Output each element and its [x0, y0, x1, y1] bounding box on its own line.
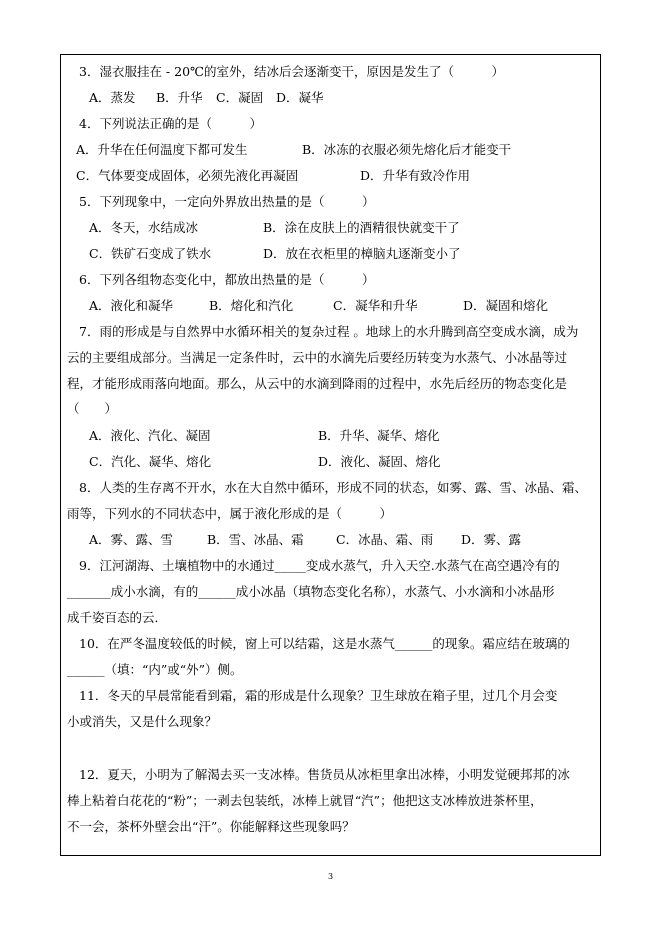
- question-3-option-c: C．凝固: [216, 90, 264, 105]
- question-6-option-b: B．熔化和汽化: [209, 298, 294, 313]
- question-4-option-a: A．升华在任何温度下都可发生: [76, 142, 248, 157]
- question-5-option-d: D．放在衣柜里的樟脑丸逐渐变小了: [263, 246, 461, 261]
- question-8-option-b: B．雪、冰晶、霜: [207, 532, 304, 547]
- question-5-option-b: B．涂在皮肤上的酒精很快就变干了: [263, 220, 460, 235]
- question-7-line-4: （ ）: [67, 401, 118, 416]
- question-6-option-d: D．凝固和熔化: [463, 298, 549, 313]
- question-5-option-c: C．铁矿石变成了铁水: [89, 246, 212, 261]
- question-5-stem: 5．下列现象中，一定向外界放出热量的是（ ）: [79, 194, 375, 209]
- question-7-option-b: B．升华、凝华、熔化: [318, 428, 440, 443]
- question-9-line-3: 成千姿百态的云．: [67, 610, 168, 625]
- question-7-line-2: 云的主要组成部分。当满足一定条件时，云中的水滴先后要经历转变为水蒸气、小冰晶等过: [67, 350, 568, 365]
- question-4-stem: 4．下列说法正确的是（ ）: [79, 116, 262, 131]
- question-5-option-a: A．冬天，水结成冰: [89, 220, 199, 235]
- question-9-line-2: _______成小水滴，有的______成小冰晶（填物态变化名称），水蒸气、小水滴和小冰晶形: [67, 584, 555, 599]
- question-12-line-2: 棒上粘着白花花的“粉”；一剥去包装纸，冰棒上就冒“汽”；他把这支冰棒放进茶杯里，: [67, 793, 543, 808]
- question-8-line-1: 8．人类的生存离不开水，水在大自然中循环，形成不同的状态，如雾、露、雪、冰晶、霜、: [79, 480, 587, 495]
- question-4-option-d: D．升华有致冷作用: [360, 168, 471, 183]
- question-7-line-3: 程，才能形成雨落向地面。那么，从云中的水滴到降雨的过程中，水先后经历的物态变化是: [67, 376, 568, 391]
- question-3-stem: 3．湿衣服挂在 - 20℃的室外，结冰后会逐渐变干，原因是发生了（ ）: [79, 64, 505, 79]
- question-11-line-2: 小或消失，又是什么现象？: [67, 714, 218, 729]
- question-8-option-d: D．雾、露: [461, 532, 522, 547]
- question-7-option-d: D．液化、凝固、熔化: [318, 454, 441, 469]
- question-4-option-c: C．气体要变成固体，必须先液化再凝固: [76, 168, 299, 183]
- question-10-line-1: 10．在严冬温度较低的时候，窗上可以结霜，这是水蒸气______的现象。霜应结在玻璃的: [79, 636, 570, 651]
- question-3-option-b: B．升华: [156, 90, 203, 105]
- question-3-option-d: D．凝华: [276, 90, 324, 105]
- question-6-option-a: A．液化和凝华: [89, 298, 174, 313]
- question-7-option-c: C．汽化、凝华、熔化: [89, 454, 212, 469]
- question-10-line-2: ______（填：“内”或“外”）侧。: [67, 662, 243, 677]
- question-12-line-3: 不一会，茶杯外壁会出“汗”。你能解释这些现象吗？: [67, 819, 355, 834]
- question-8-option-a: A．雾、露、雪: [89, 532, 174, 547]
- question-9-line-1: 9．江河湖海、土壤植物中的水通过_____变成水蒸气，升入天空.水蒸气在高空遇冷有的: [79, 558, 560, 573]
- question-3-option-a: A．蒸发: [89, 90, 136, 105]
- question-7-option-a: A．液化、汽化、凝固: [89, 428, 211, 443]
- page-number: 3: [327, 872, 334, 881]
- question-8-line-2: 雨等，下列水的不同状态中，属于液化形成的是（ ）: [67, 506, 393, 521]
- question-8-option-c: C．冰晶、霜、雨: [336, 532, 434, 547]
- question-11-line-1: 11．冬天的早晨常能看到霜，霜的形成是什么现象？卫生球放在箱子里，过几个月会变: [79, 688, 558, 703]
- question-12-line-1: 12．夏天，小明为了解渴去买一支冰棒。售货员从冰柜里拿出冰棒，小明发觉硬邦邦的冰: [79, 767, 570, 782]
- question-4-option-b: B．冰冻的衣服必须先熔化后才能变干: [302, 142, 512, 157]
- question-7-line-1: 7．雨的形成是与自然界中水循环相关的复杂过程 。地球上的水升腾到高空变成水滴，成为: [79, 324, 579, 339]
- question-6-stem: 6．下列各组物态变化中，都放出热量的是（ ）: [79, 272, 375, 287]
- question-6-option-c: C．凝华和升华: [333, 298, 418, 313]
